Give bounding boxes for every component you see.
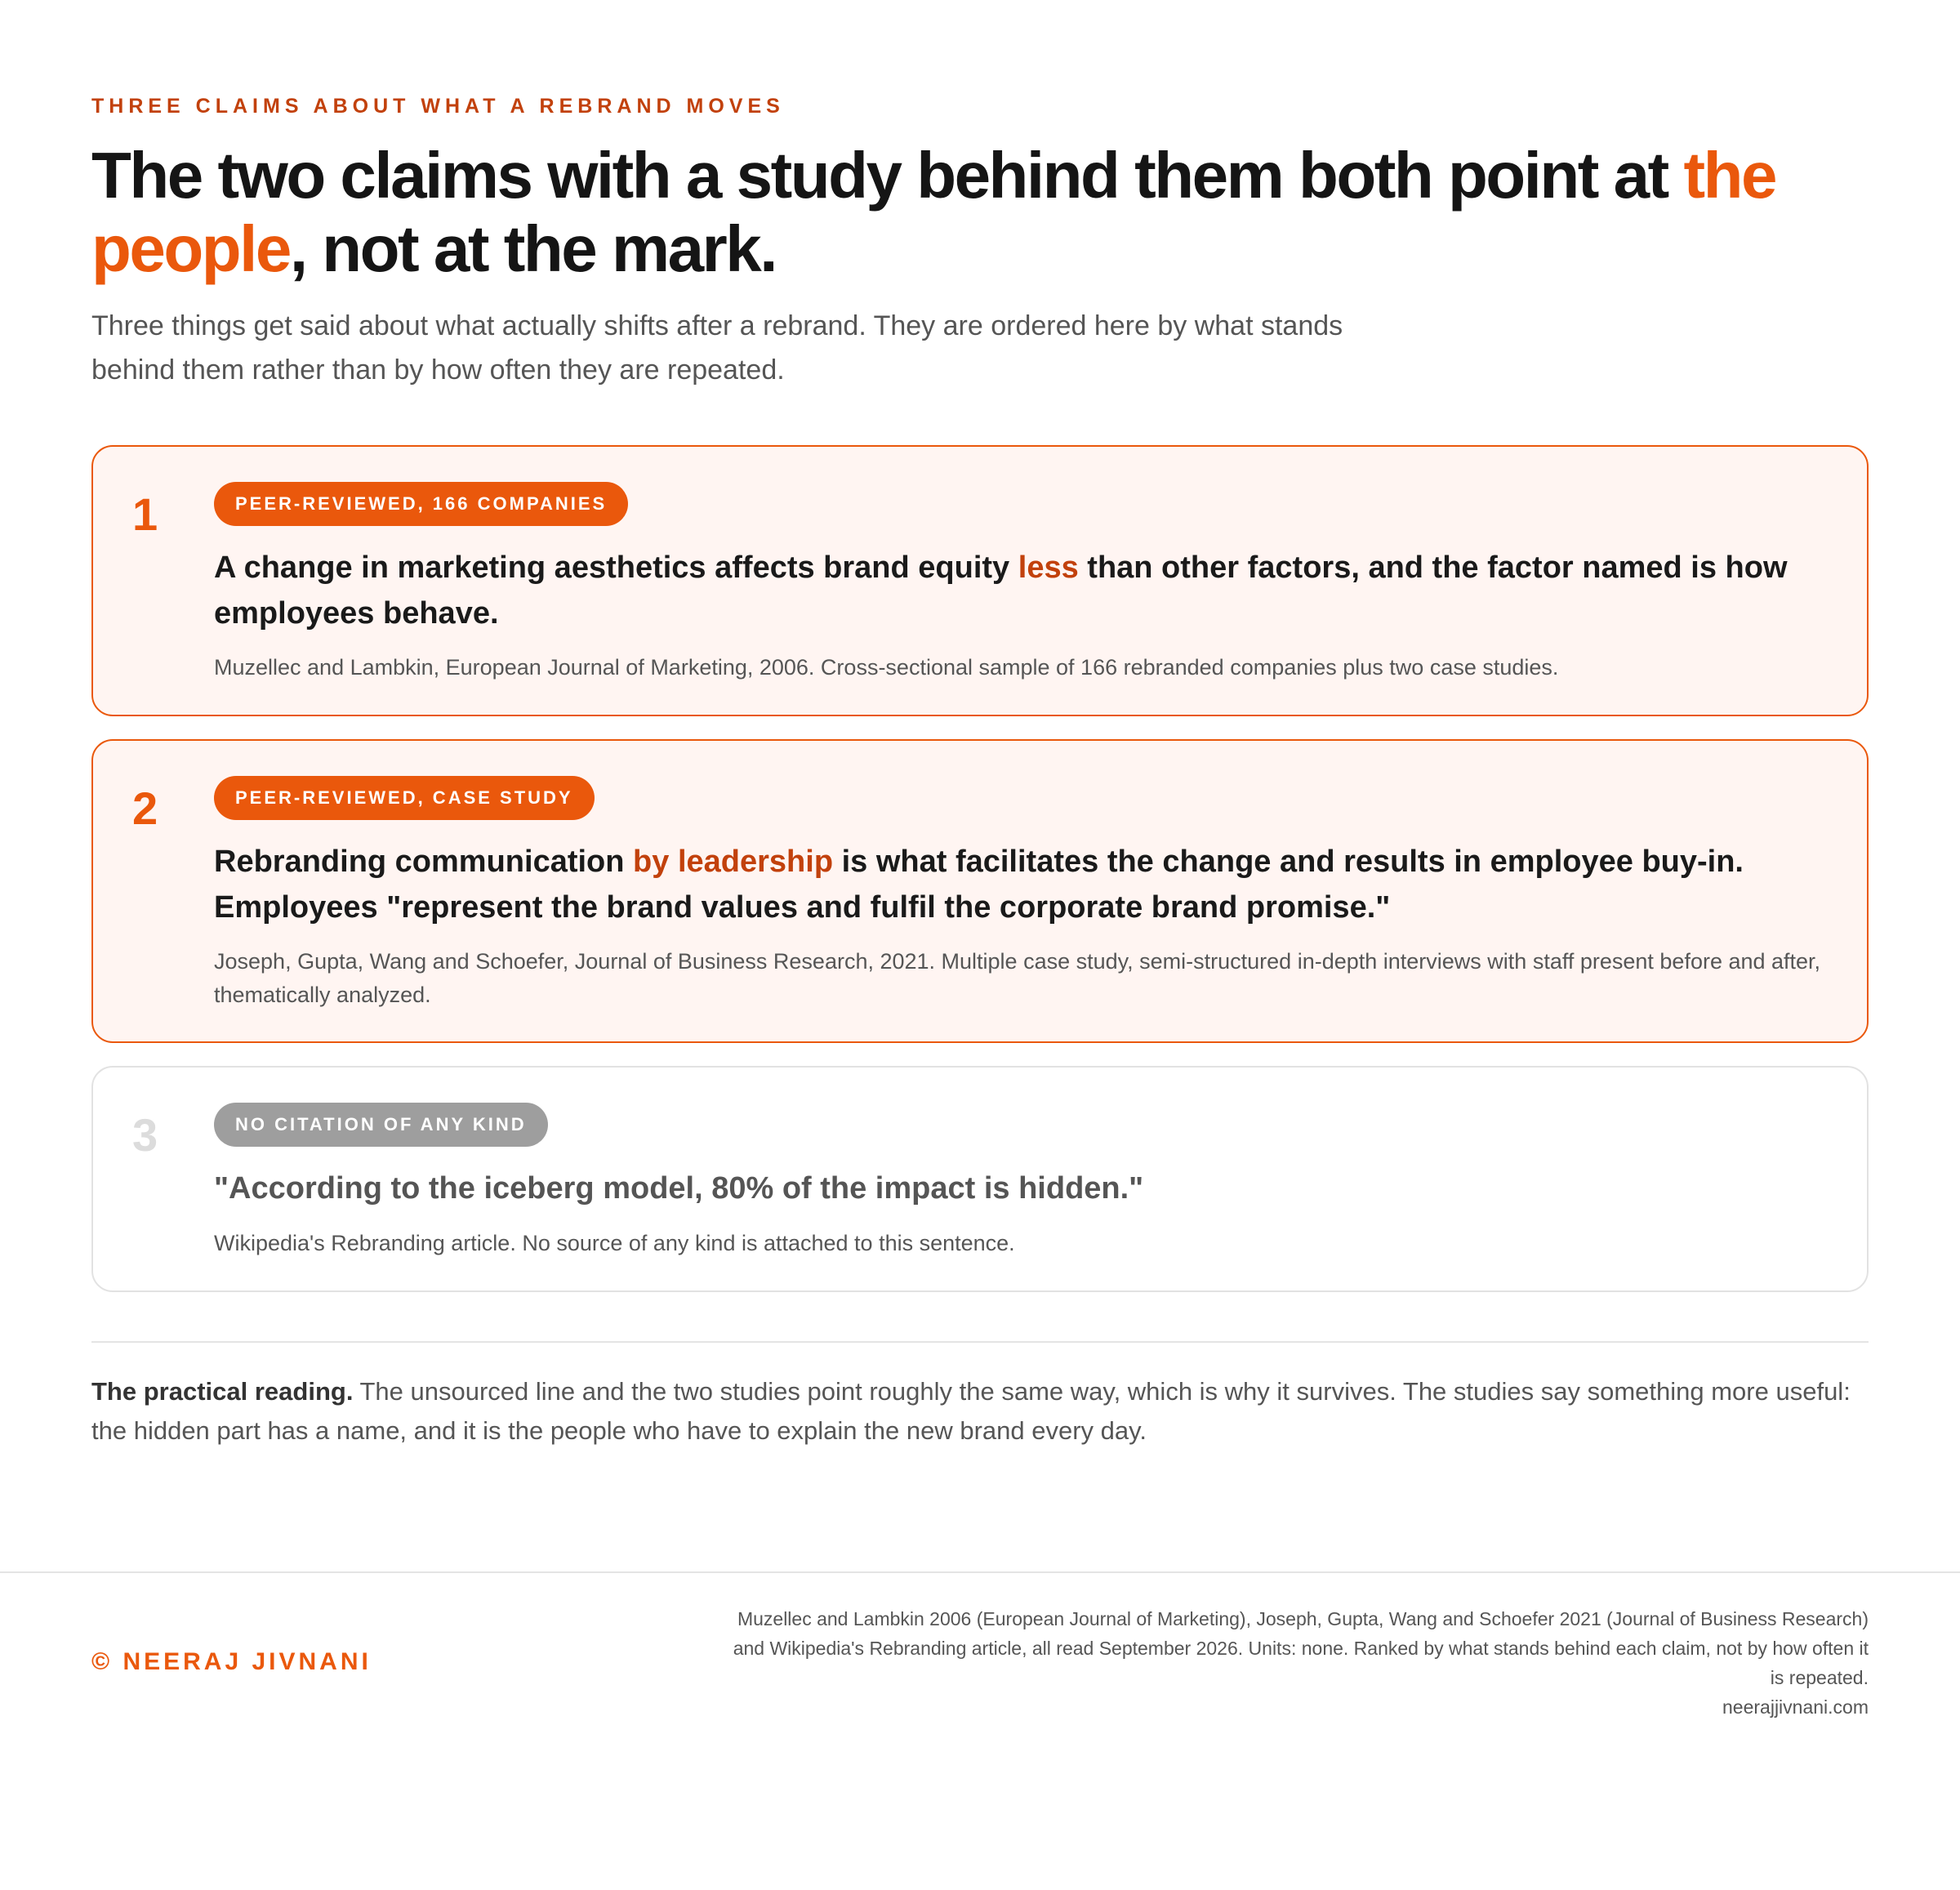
claim-text [214,839,1831,930]
claim-text-end: is what facilitates the change and results in employee buy-in. Employees "represent the brand values and fulfil the corporate brand promise." [214,845,1744,925]
claim-text-start: A change in marketing aesthetics affects brand equity [214,551,1018,585]
site-link[interactable]: neerajjivnani.com [1722,1696,1869,1718]
claim-source: Joseph, Gupta, Wang and Schoefer, Journal of Business Research, 2021. Multiple case study, semi-structured in-depth interviews with staff present before and after, thematically analyzed. [214,949,1821,1007]
claim-highlight: by leadership [633,845,834,879]
claim-highlight: less [1018,551,1079,585]
claim-number: 3 [132,1109,158,1161]
practical-reading [91,1372,1869,1451]
claim-card-2 [91,739,1869,1043]
evidence-badge: NO CITATION OF ANY KIND [214,1103,548,1147]
claim-card-3 [91,1066,1869,1292]
claim-source: Muzellec and Lambkin, European Journal of Marketing, 2006. Cross-sectional sample of 166 rebranded companies plus two case studies. [214,655,1559,680]
claim-source: Wikipedia's Rebranding article. No source of any kind is attached to this sentence. [214,1231,1015,1255]
eyebrow: THREE CLAIMS ABOUT WHAT A REBRAND MOVES [91,95,785,118]
headline-accent: the people [91,139,1775,285]
subhead: Three things get said about what actually shifts after a rebrand. They are ordered here by what stands behind them rather than by how often they are repeated. [91,310,1343,386]
claim-number: 1 [132,488,158,540]
headline-text-end: , not at the mark. [289,212,776,285]
claim-card-1 [91,445,1869,716]
evidence-badge: PEER-REVIEWED, CASE STUDY [214,776,595,820]
claim-text-start: Rebranding communication [214,845,634,879]
divider [91,1341,1869,1343]
brand-credit: © NEERAJ JIVNANI [91,1648,372,1675]
claim-text-end: than other factors, and the factor named is how employees behave. [214,551,1788,631]
sources-note: Muzellec and Lambkin 2006 (European Journal of Marketing), Joseph, Gupta, Wang and Schoefer 2021 (Journal of Business Research) and Wikipedia's Rebranding article, all read September 2026. Units: none. Ranked by what stands behind each claim, not by how often it is repeated. [733,1608,1869,1688]
footer-divider [0,1571,1960,1573]
footer-sources [725,1604,1869,1722]
claim-text [214,545,1831,636]
practical-text: The unsourced line and the two studies point roughly the same way, which is why it survives. The studies say something more useful: the hidden part has a name, and it is the people who have to explain the new brand every day. [91,1377,1851,1445]
claim-number: 2 [132,782,158,834]
page-title [91,139,1872,286]
claim-text: "According to the iceberg model, 80% of the impact is hidden." [214,1171,1144,1206]
headline-text: The two claims with a study behind them both point at [91,139,1684,212]
evidence-badge: PEER-REVIEWED, 166 COMPANIES [214,482,628,526]
practical-lead: The practical reading. [91,1377,354,1406]
